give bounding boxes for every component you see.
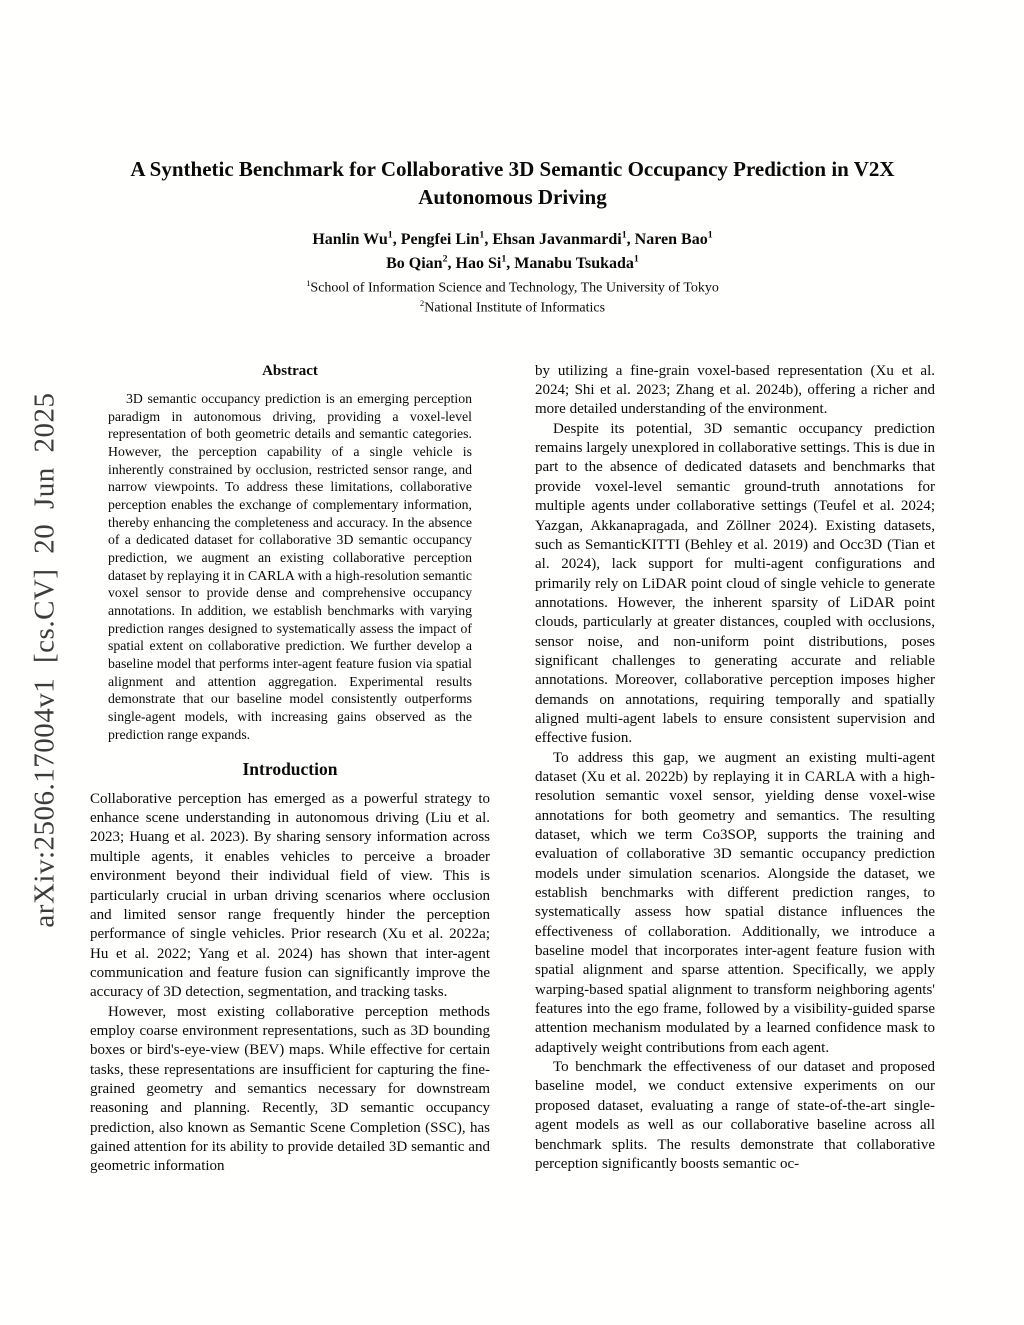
right-column xyxy=(535,362,935,1177)
author: Naren Bao$^1$ xyxy=(634,230,713,249)
affiliation: $^1$School of Information Science and Technology, The University of Tokyo xyxy=(306,277,719,296)
paragraph: To address this gap, we augment an existing multi-agent dataset (Xu et al. 2022b) by replaying it in CARLA with a high-resolution semantic voxel sensor, yielding dense voxel-wise annotations for both geometry and semantics. The resulting dataset, which we term Co3SOP, supports the training and evaluation of collaborative 3D semantic occupancy prediction models under simulation scenarios. Alongside the dataset, we establish benchmarks with different prediction ranges, to systematically assess how spatial distance influences the effectiveness of collaboration. Additionally, we introduce a baseline model that incorporates inter-agent feature fusion with spatial alignment and sparse attention. Specifically, we apply warping-based spatial alignment to transform neighboring agents' features into the ego frame, followed by a visibility-guided sparse attention mechanism modulated by a learned confidence mask to adaptively weight contributions from each agent. xyxy=(535,749,935,1056)
author-line-1 xyxy=(90,228,935,274)
abstract-body xyxy=(90,390,490,743)
introduction-heading: Introduction xyxy=(242,759,338,780)
paragraph: However, most existing collaborative perception methods employ coarse environment representations, such as 3D bounding boxes or bird's-eye-view (BEV) maps. While effective for certain tasks, these representations are insufficient for capturing the fine-grained geometry and semantics necessary for downstream reasoning and planning. Recently, 3D semantic occupancy prediction, also known as Semantic Scene Completion (SSC), has gained attention for its ability to provide detailed 3D semantic and geometric information xyxy=(90,1003,490,1175)
author-affiliation-mark: 1 xyxy=(621,230,627,242)
paper-title: A Synthetic Benchmark for Collaborative 3D Semantic Occupancy Prediction in V2X Autonomous Driving xyxy=(130,157,895,209)
author-affiliation-mark: 1 xyxy=(387,230,393,242)
abstract-paragraph: 3D semantic occupancy prediction is an emerging perception paradigm in autonomous driving, providing a voxel-level representation of both geometric details and semantic categories. However, the perception capability of a single vehicle is inherently constrained by occlusion, restricted sensor range, and narrow viewpoints. To address these limitations, collaborative perception enables the exchange of complementary information, thereby enhancing the completeness and accuracy. In the absence of a dedicated dataset for collaborative 3D semantic occupancy prediction, we augment an existing collaborative perception dataset by replaying it in CARLA with a high-resolution semantic voxel sensor to provide dense and comprehensive occupancy annotations. In addition, we establish benchmarks with varying prediction ranges designed to systematically assess the impact of spatial extent on collaborative prediction. We further develop a baseline model that performs inter-agent feature fusion via spatial alignment and attention aggregation. Experimental results demonstrate that our baseline model consistently outperforms single-agent models, with increasing gains observed as the prediction range expands. xyxy=(108,391,472,742)
author-affiliation-mark: 2 xyxy=(442,253,448,265)
affiliation: $^2$National Institute of Informatics xyxy=(419,297,606,316)
paragraph: by utilizing a fine-grain voxel-based representation (Xu et al. 2024; Shi et al. 2023; Zhang et al. 2024b), offering a richer and more detailed understanding of the environment. xyxy=(535,362,935,418)
author-affiliation-mark: 1 xyxy=(707,230,713,242)
affiliations xyxy=(90,278,935,318)
left-column xyxy=(90,362,490,1177)
author: Pengfei Lin$^1$, xyxy=(400,230,493,249)
author: Bo Qian$^2$, xyxy=(386,253,456,272)
paper-content xyxy=(90,0,935,1177)
abstract-heading: Abstract xyxy=(262,362,318,379)
author-affiliation-mark: 1 xyxy=(633,253,639,265)
author-affiliation-mark: 1 xyxy=(479,230,485,242)
paragraph: To benchmark the effectiveness of our dataset and proposed baseline model, we conduct extensive experiments on our proposed dataset, evaluating a range of state-of-the-art single-agent models as well as our collaborative baseline across all benchmark splits. The results demonstrate that collaborative perception significantly boosts semantic oc- xyxy=(535,1059,935,1172)
paragraph: Despite its potential, 3D semantic occupancy prediction remains largely unexplored in collaborative settings. This is due in part to the absence of dedicated datasets and benchmarks that provide voxel-level semantic ground-truth annotations for multiple agents under collaborative settings (Teufel et al. 2024; Yazgan, Akkanapragada, and Zöllner 2024). Existing datasets, such as SemanticKITTI (Behley et al. 2019) and Occ3D (Tian et al. 2024), lack support for multi-agent configurations and primarily rely on LiDAR point cloud of single vehicle to generate annotations. However, the inherent sparsity of LiDAR point clouds, particularly at greater distances, coupled with occlusions, sensor noise, and non-uniform point distributions, poses significant challenges to generating accurate and reliable annotations. Moreover, collaborative perception imposes higher demands on annotations, requiring temporally and spatially aligned multi-agent labels to ensure consistent supervision and effective fusion. xyxy=(535,420,935,747)
author-affiliation-mark: 1 xyxy=(501,253,507,265)
arxiv-watermark: arXiv:2506.17004v1 [cs.CV] 20 Jun 2025 xyxy=(28,392,61,928)
author: Hao Si$^1$, xyxy=(455,253,515,272)
author: Manabu Tsukada$^1$ xyxy=(514,253,639,272)
two-column-body xyxy=(90,362,935,1177)
author: Hanlin Wu$^1$, xyxy=(312,230,401,249)
paragraph: Collaborative perception has emerged as a powerful strategy to enhance scene understanding in autonomous driving (Liu et al. 2023; Huang et al. 2023). By sharing sensory information across multiple agents, it enables vehicles to perceive a broader environment beyond their individual field of view. This is particularly crucial in urban driving scenarios where occlusion and limited sensor range frequently hinder the perception performance of single vehicles. Prior research (Xu et al. 2022a; Hu et al. 2022; Yang et al. 2024) has shown that inter-agent communication and feature fusion can significantly improve the accuracy of 3D detection, segmentation, and tracking tasks. xyxy=(90,790,490,1001)
author: Ehsan Javanmardi$^1$, xyxy=(492,230,635,249)
